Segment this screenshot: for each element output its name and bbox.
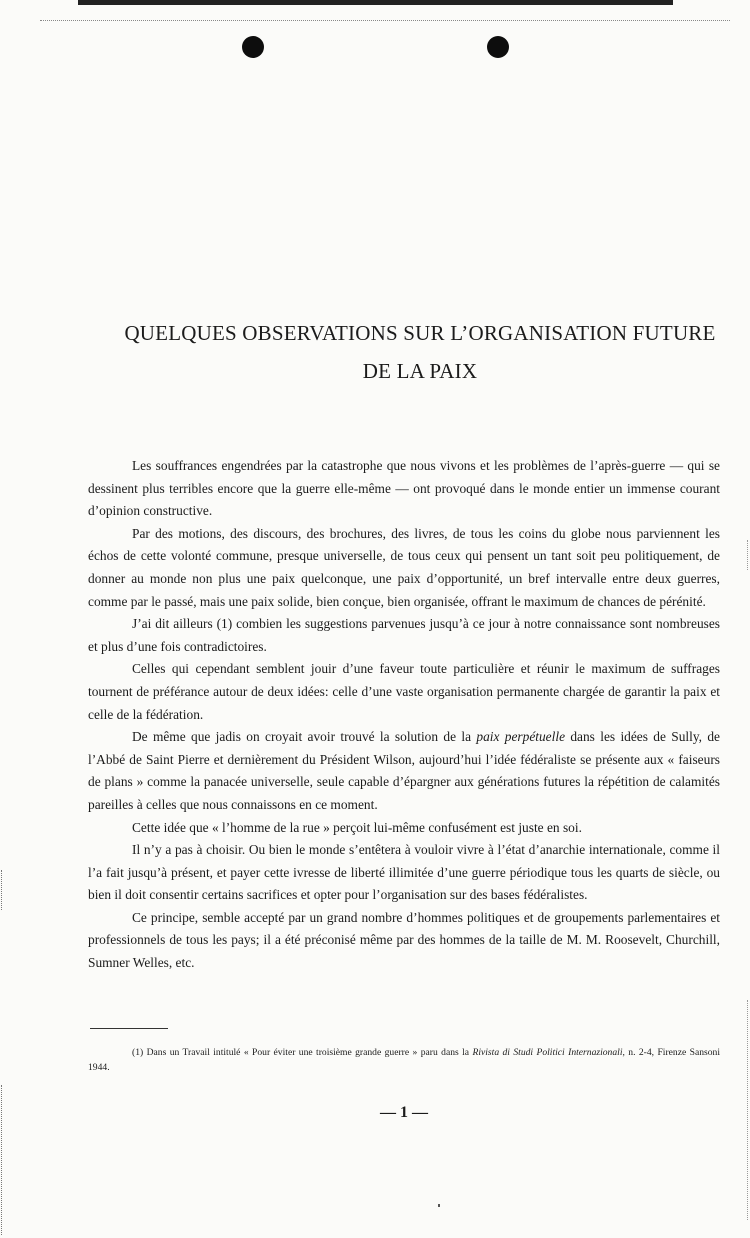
paragraph-emphasis: paix perpétuelle: [476, 729, 566, 745]
title-line-2: DE LA PAIX: [362, 359, 478, 383]
footnote-text: (1) Dans un Travail intitulé « Pour éviter une troisième grande guerre » paru dans la: [132, 1047, 473, 1058]
scan-edge-mark: [745, 540, 748, 570]
page-number: — 1 —: [380, 1104, 428, 1121]
footnote: [88, 1045, 720, 1075]
paragraph: Les souffrances engendrées par la catastrophe que nous vivons et les problèmes de l’après-guerre — qui se dessinent plus terribles encore que la guerre elle-même — ont provoqué dans le monde entier un immense courant d’opinion constructive.: [88, 458, 720, 519]
paragraph-text: De même que jadis on croyait avoir trouvé la solution de la: [132, 729, 477, 745]
footnote-rule: [90, 1028, 168, 1029]
paragraph: Ce principe, semble accepté par un grand nombre d’hommes politiques et de groupements parlementaires et professionnels de tous les pays; il a été préconisé même par des hommes de la taille de M. M. Roosevelt, Churchill, Sumner Welles, etc.: [88, 909, 720, 971]
punch-hole-left: [242, 36, 264, 58]
body-text: [88, 455, 720, 975]
scan-edge-mark: [1, 870, 5, 910]
title-line-1: QUELQUES OBSERVATIONS SUR L’ORGANISATION FUTURE: [124, 321, 716, 345]
footnote-emphasis: Rivista di Studi Politici Internazionali: [472, 1047, 623, 1058]
paragraph: Il n’y a pas à choisir. Ou bien le monde s’entêtera à vouloir vivre à l’état d’anarchie internationale, comme il l’a fait jusqu’à présent, et payer cette ivresse de liberté illimitée d’une guerre périodique tous les quarts de siècle, ou bien il doit consentir certains sacrifices et opter pour l’organisation sur des bases fédéralistes.: [88, 842, 720, 903]
paragraph: J’ai dit ailleurs (1) combien les suggestions parvenues jusqu’à ce jour à notre connaissance sont nombreuses et plus d’une fois contradictoires.: [88, 616, 720, 654]
document-title: [60, 314, 750, 390]
punch-hole-right: [487, 36, 509, 58]
paragraph: [88, 726, 720, 816]
scan-top-edge: [78, 0, 673, 5]
scan-edge-mark: [438, 1204, 440, 1207]
scan-dotted-line: [40, 20, 730, 21]
paragraph: Par des motions, des discours, des brochures, des livres, de tous les coins du globe nous parviennent les échos de cette volonté commune, presque universelle, de tous ceux qui pensent un tant soit peu politiquement, de donner au monde non plus une paix quelconque, une paix d’opportunité, un bref intervalle entre deux guerres, comme par le passé, mais une paix solide, bien conçue, bien organisée, offrant le maximum de chances de pérénité.: [88, 525, 720, 609]
paragraph: Celles qui cependant semblent jouir d’une faveur toute particulière et réunir le maximum de suffrages tournent de préférance autour de deux idées: celle d’une vaste organisation permanente chargée de garantir la paix et celle de la fédération.: [88, 661, 720, 722]
paragraph-text: dans les idées de Sully, de l’Abbé de Saint Pierre et dernièrement du Président Wilson, aujourd’hui l’idée fédéraliste se présente aux « faiseurs de plans » comme la panacée universelle, seule capable d’épargner aux générations futures la répétition de calamités pareilles à celles que nous connaissons en ce moment.: [88, 729, 720, 812]
footnote-text: , n. 2-4, Firenze Sansoni 1944.: [88, 1047, 720, 1073]
paragraph: Cette idée que « l’homme de la rue » perçoit lui-même confusément est juste en soi.: [132, 819, 582, 835]
